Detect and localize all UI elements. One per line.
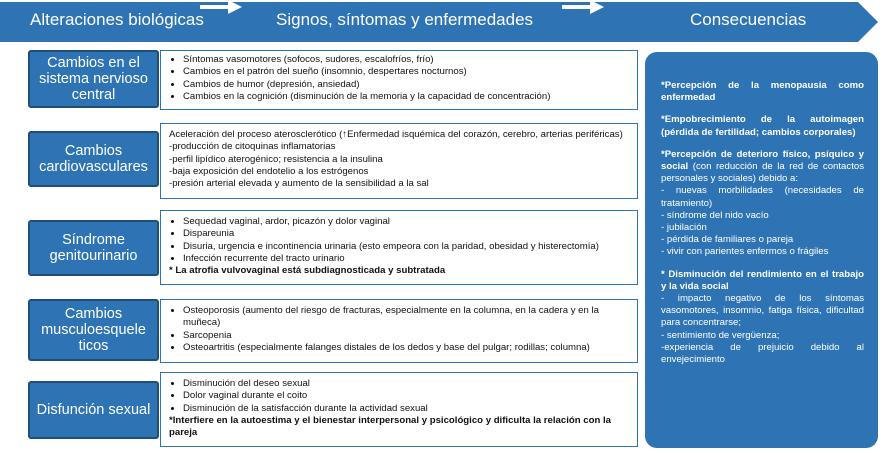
consequence-item: *Percepción de la menopausia como enfermedad: [661, 80, 864, 104]
category-nervous-system: Cambios en el sistema nervioso central: [28, 50, 159, 108]
header-col-biological: Alteraciones biológicas: [30, 10, 204, 29]
content-musculoskeletal: [160, 299, 638, 363]
list-item: Aceleración del proceso aterosclerótico (↑Enfermedad isquémica del corazón, cerebro, arterias periféricas): [169, 129, 623, 140]
consequence-subitem: -experiencia de prejuicio debido al envejecimiento: [661, 341, 864, 366]
right-arrow-icon: [200, 0, 242, 14]
consequence-item: [661, 149, 864, 259]
header-col-consequences: Consecuencias: [690, 10, 807, 29]
list-item: • Sequedad vaginal, ardor, picazón y dolor vaginal: [183, 216, 632, 228]
content-sexual-dysfunction: [160, 372, 638, 447]
list-item: • Sarcopenia: [183, 330, 632, 342]
category-cardiovascular: Cambios cardiovasculares: [28, 131, 159, 187]
consequence-subitem: - impacto negativo de los síntomas vasomotores, insomnio, fatiga física, dificultad para concentrarse;: [661, 293, 864, 329]
consequence-subitem: - jubilación: [661, 222, 707, 234]
consequence-subitem: - vivir con parientes enfermos o frágiles: [661, 246, 829, 258]
list-item: • Disminución del deseo sexual: [183, 378, 632, 390]
list-item: • Cambios en la cognición (disminución de la memoria y la capacidad de concentración): [183, 91, 632, 103]
header-col-signs: Signos, síntomas y enfermedades: [276, 10, 534, 29]
content-cardiovascular: [160, 123, 638, 199]
list-item: • Osteoporosis (aumento del riesgo de fracturas, especialmente en la columna, en la cadera y en la muñeca): [183, 305, 632, 330]
consequence-item: *Empobrecimiento de la autoimagen (pérdida de fertilidad; cambios corporales): [661, 114, 864, 138]
list-item: • Cambios de humor (depresión, ansiedad): [183, 79, 632, 91]
list-item: -presión arterial elevada y aumento de la sensibilidad a la sal: [169, 178, 429, 190]
category-sexual-dysfunction: Disfunción sexual: [28, 381, 159, 439]
consequence-subitem: - síndrome del nido vacío: [661, 209, 769, 221]
list-item: • Síntomas vasomotores (sofocos, sudores, escalofríos, frío): [183, 54, 632, 66]
list-item: • Infección recurrente del tracto urinario: [183, 253, 632, 265]
category-genitourinary: Síndrome genitourinario: [28, 220, 159, 276]
list-item: • Dispareunia: [183, 228, 632, 240]
list-item: -producción de citoquinas inflamatorias: [169, 141, 336, 153]
list-item: • Cambios en el patrón del sueño (insomnio, despertares nocturnos): [183, 66, 632, 78]
list-item: -baja exposición del endotelio a los estrógenos: [169, 165, 369, 177]
consequence-subitem: - nuevas morbilidades (necesidades de tratamiento): [661, 185, 864, 209]
note-text: * La atrofia vulvovaginal está subdiagnosticada y subtratada: [169, 265, 446, 277]
content-nervous-system: [160, 50, 638, 110]
consequence-item: [661, 269, 864, 367]
list-item: • Disuria, urgencia e incontinencia urinaria (esto empeora con la paridad, obesidad y histerectomía): [183, 241, 632, 253]
consequence-heading: * Disminución del rendimiento en el trabajo y la vida social: [661, 268, 864, 292]
category-musculoskeletal: Cambios musculoesquele ticos: [28, 299, 159, 361]
list-item: • Disminución de la satisfacción durante la actividad sexual: [183, 403, 632, 415]
consequence-detail: (con reducción de la red de contactos personales y sociales) debido a:: [661, 161, 864, 185]
list-item: • Osteoartritis (especialmente falanges distales de los dedos y base del pulgar; rodillas; columna): [183, 342, 632, 354]
note-text: *Interfiere en la autoestima y el bienestar interpersonal y psicológico y dificulta la relación con la pareja: [169, 414, 611, 439]
consequence-heading: *Percepción de deterioro físico, psíquico y social: [661, 148, 864, 173]
list-item: • Dolor vaginal durante el coito: [183, 390, 632, 402]
consequence-subitem: - sentimiento de vergüenza;: [661, 329, 780, 341]
header-banner: [0, 0, 884, 44]
right-arrow-icon: [562, 0, 604, 14]
list-item: -perfil lipídico aterogénico; resistencia a la insulina: [169, 153, 383, 165]
consequence-subitem: - pérdida de familiares o pareja: [661, 234, 794, 246]
consequences-panel: [645, 52, 878, 448]
content-genitourinary: [160, 210, 638, 285]
